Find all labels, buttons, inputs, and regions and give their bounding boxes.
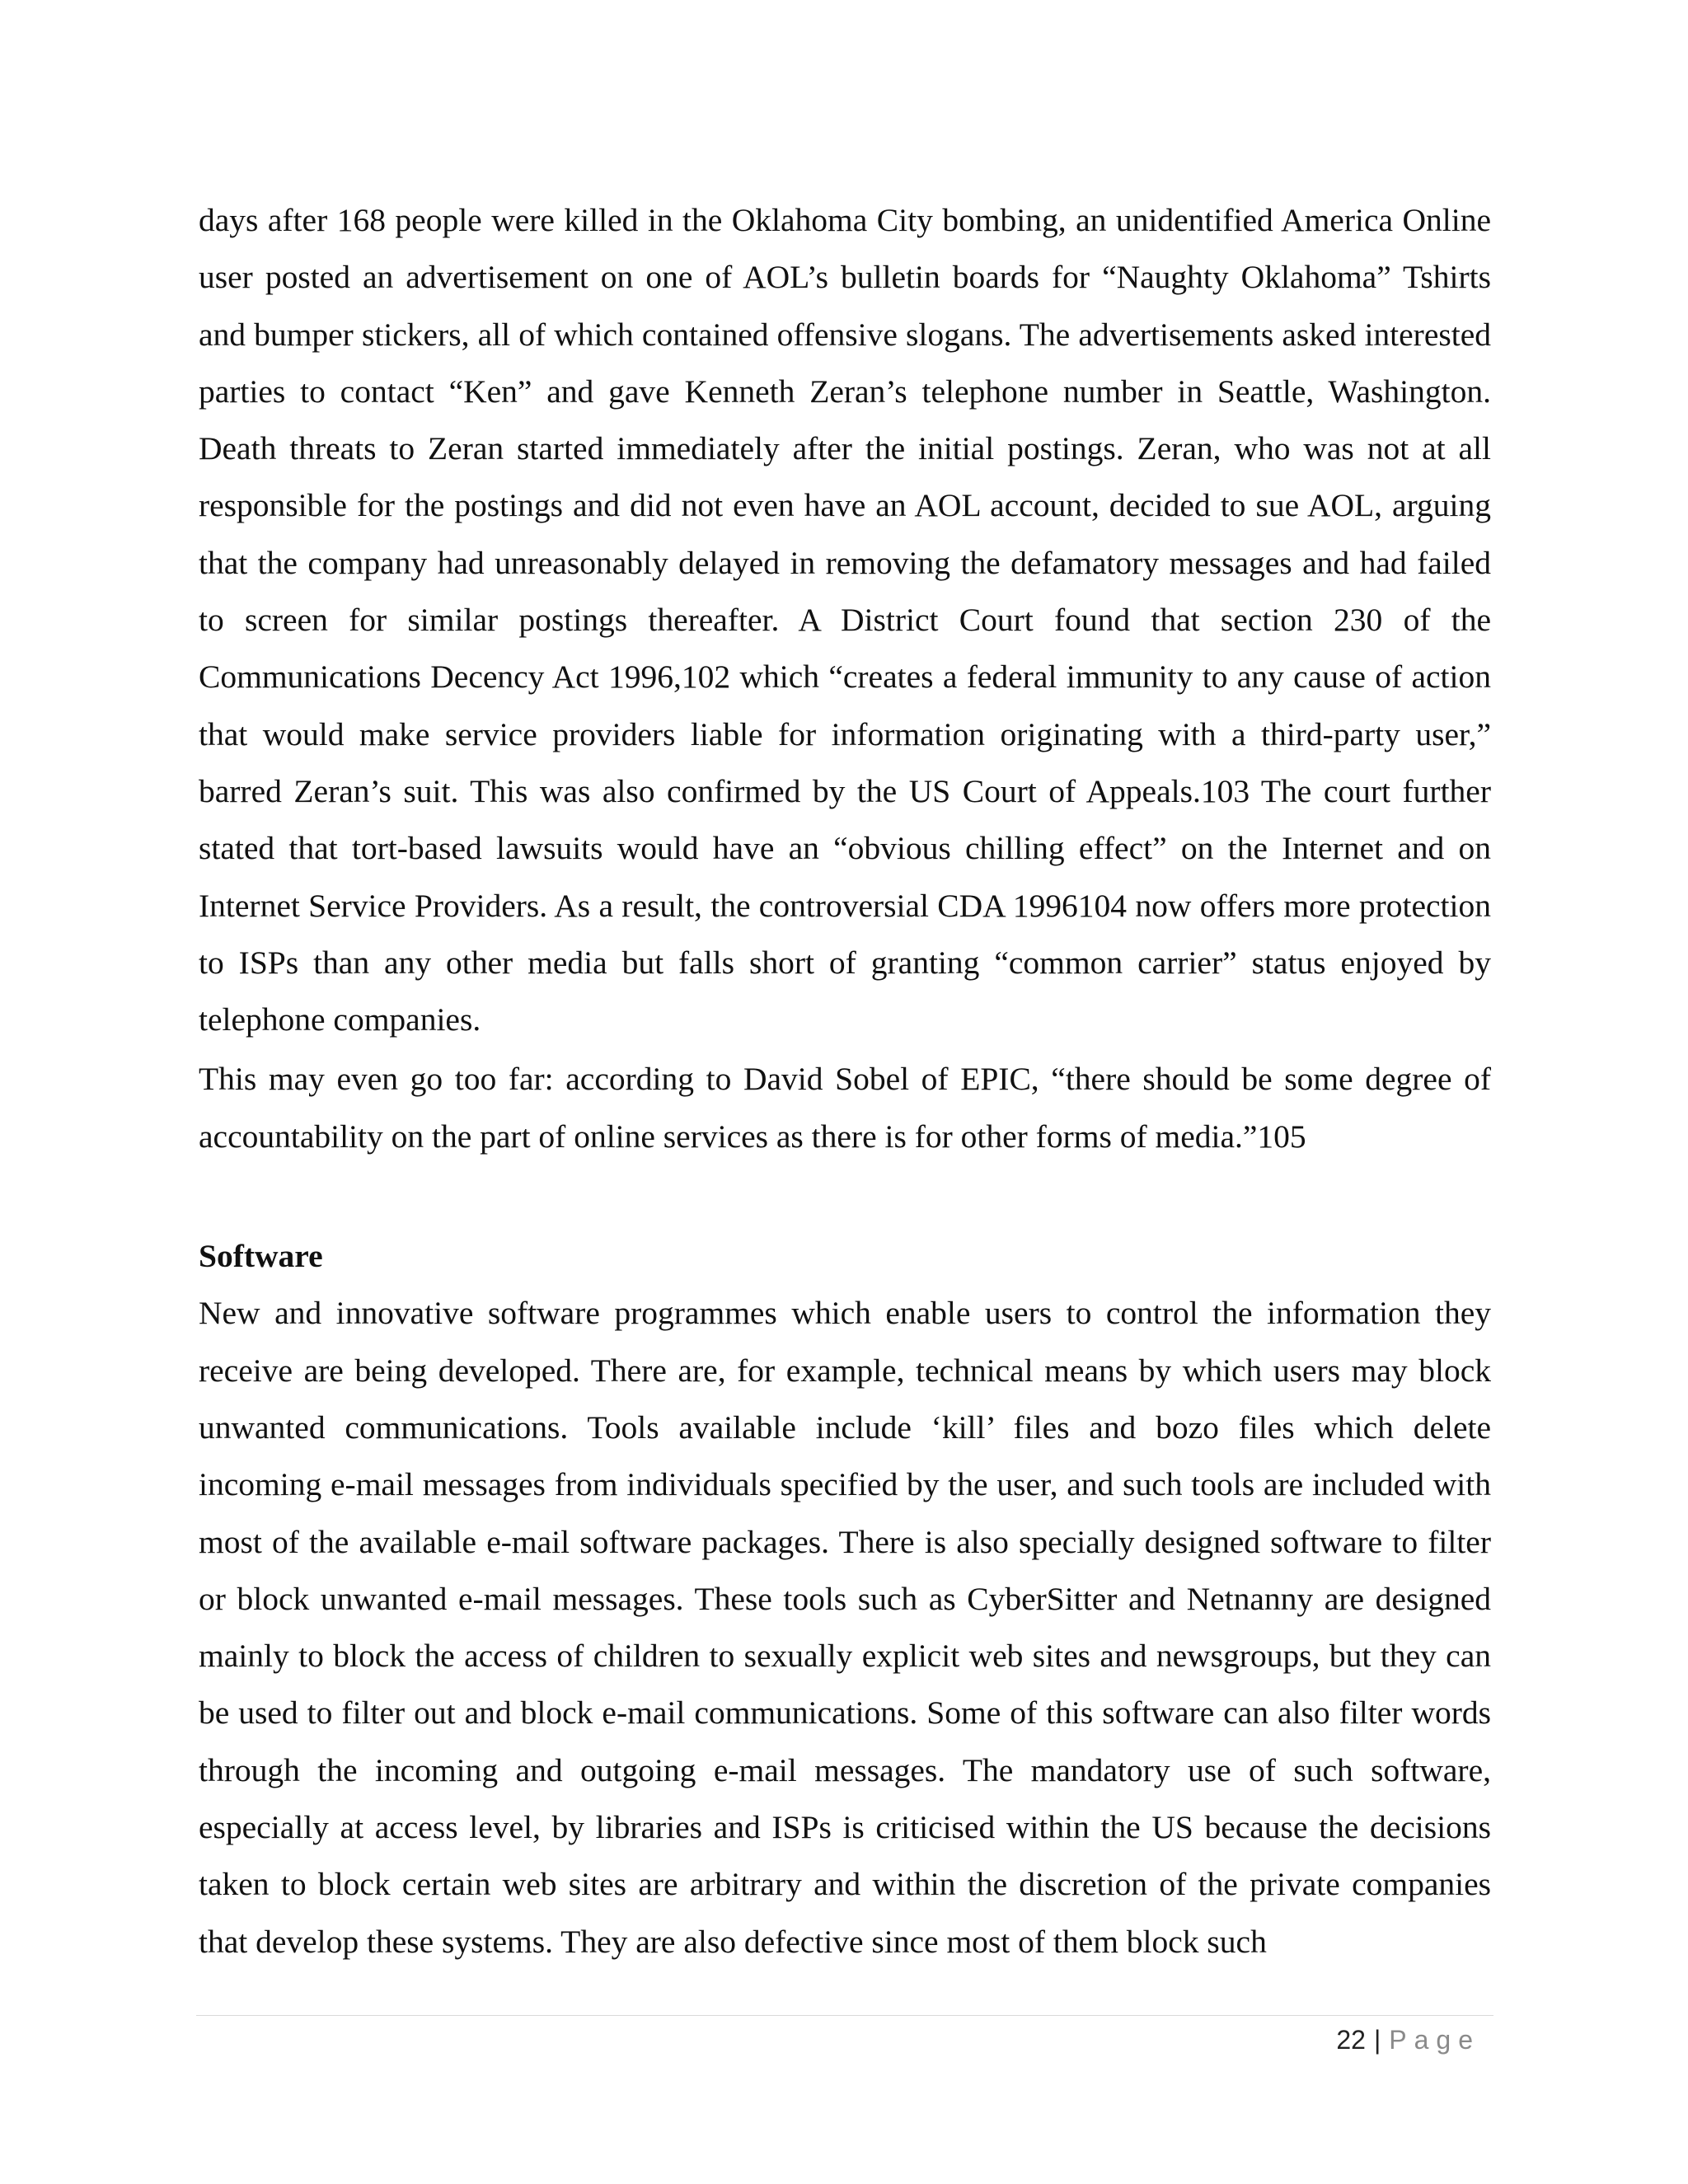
page-footer	[1336, 2019, 1480, 2060]
footer-separator: |	[1373, 2025, 1381, 2055]
body-text	[199, 192, 1491, 1971]
section-heading-software: Software	[199, 1238, 323, 1275]
footer-divider	[196, 2015, 1493, 2016]
page-number: 22	[1336, 2025, 1366, 2055]
paragraph-zeran-case: days after 168 people were killed in the Oklahoma City bombing, an unidentified America Online user posted an advertisement on one of AOL’s bulletin boards for “Naughty Oklahoma” Tshirts and bumper stickers, all of which contained offensive slogans. The advertisements asked interested parties to contact “Ken” and gave Kenneth Zeran’s telephone number in Seattle, Washington. Death threats to Zeran started immediately after the initial postings. Zeran, who was not at all responsible for the postings and did not even have an AOL account, decided to sue AOL, arguing that the company had unreasonably delayed in removing the defamatory messages and had failed to screen for similar postings thereafter. A District Court found that section 230 of the Communications Decency Act 1996,102 which “creates a federal immunity to any cause of action that would make service providers liable for information originating with a third-party user,” barred Zeran’s suit. This was also confirmed by the US Court of Appeals.103 The court further stated that tort-based lawsuits would have an “obvious chilling effect” on the Internet and on Internet Service Providers. As a result, the controversial CDA 1996104 now offers more protection to ISPs than any other media but falls short of granting “common carrier” status enjoyed by telephone companies.	[199, 202, 1491, 1038]
paragraph-sobel-quote: This may even go too far: according to David Sobel of EPIC, “there should be some degree of accountability on the part of online services as there is for other forms of media.”105	[199, 1061, 1491, 1155]
page-label: Page	[1389, 2025, 1480, 2055]
paragraph-software: New and innovative software programmes which enable users to control the information they receive are being developed. There are, for example, technical means by which users may block unwanted communications. Tools available include ‘kill’ files and bozo files which delete incoming e-mail messages from individuals specified by the user, and such tools are included with most of the available e-mail software packages. There is also specially designed software to filter or block unwanted e-mail messages. These tools such as CyberSitter and Netnanny are designed mainly to block the access of children to sexually explicit web sites and newsgroups, but they can be used to filter out and block e-mail communications. Some of this software can also filter words through the incoming and outgoing e-mail messages. The mandatory use of such software, especially at access level, by libraries and ISPs is criticised within the US because the decisions taken to block certain web sites are arbitrary and within the discretion of the private companies that develop these systems. They are also defective since most of them block such	[199, 1295, 1491, 1960]
